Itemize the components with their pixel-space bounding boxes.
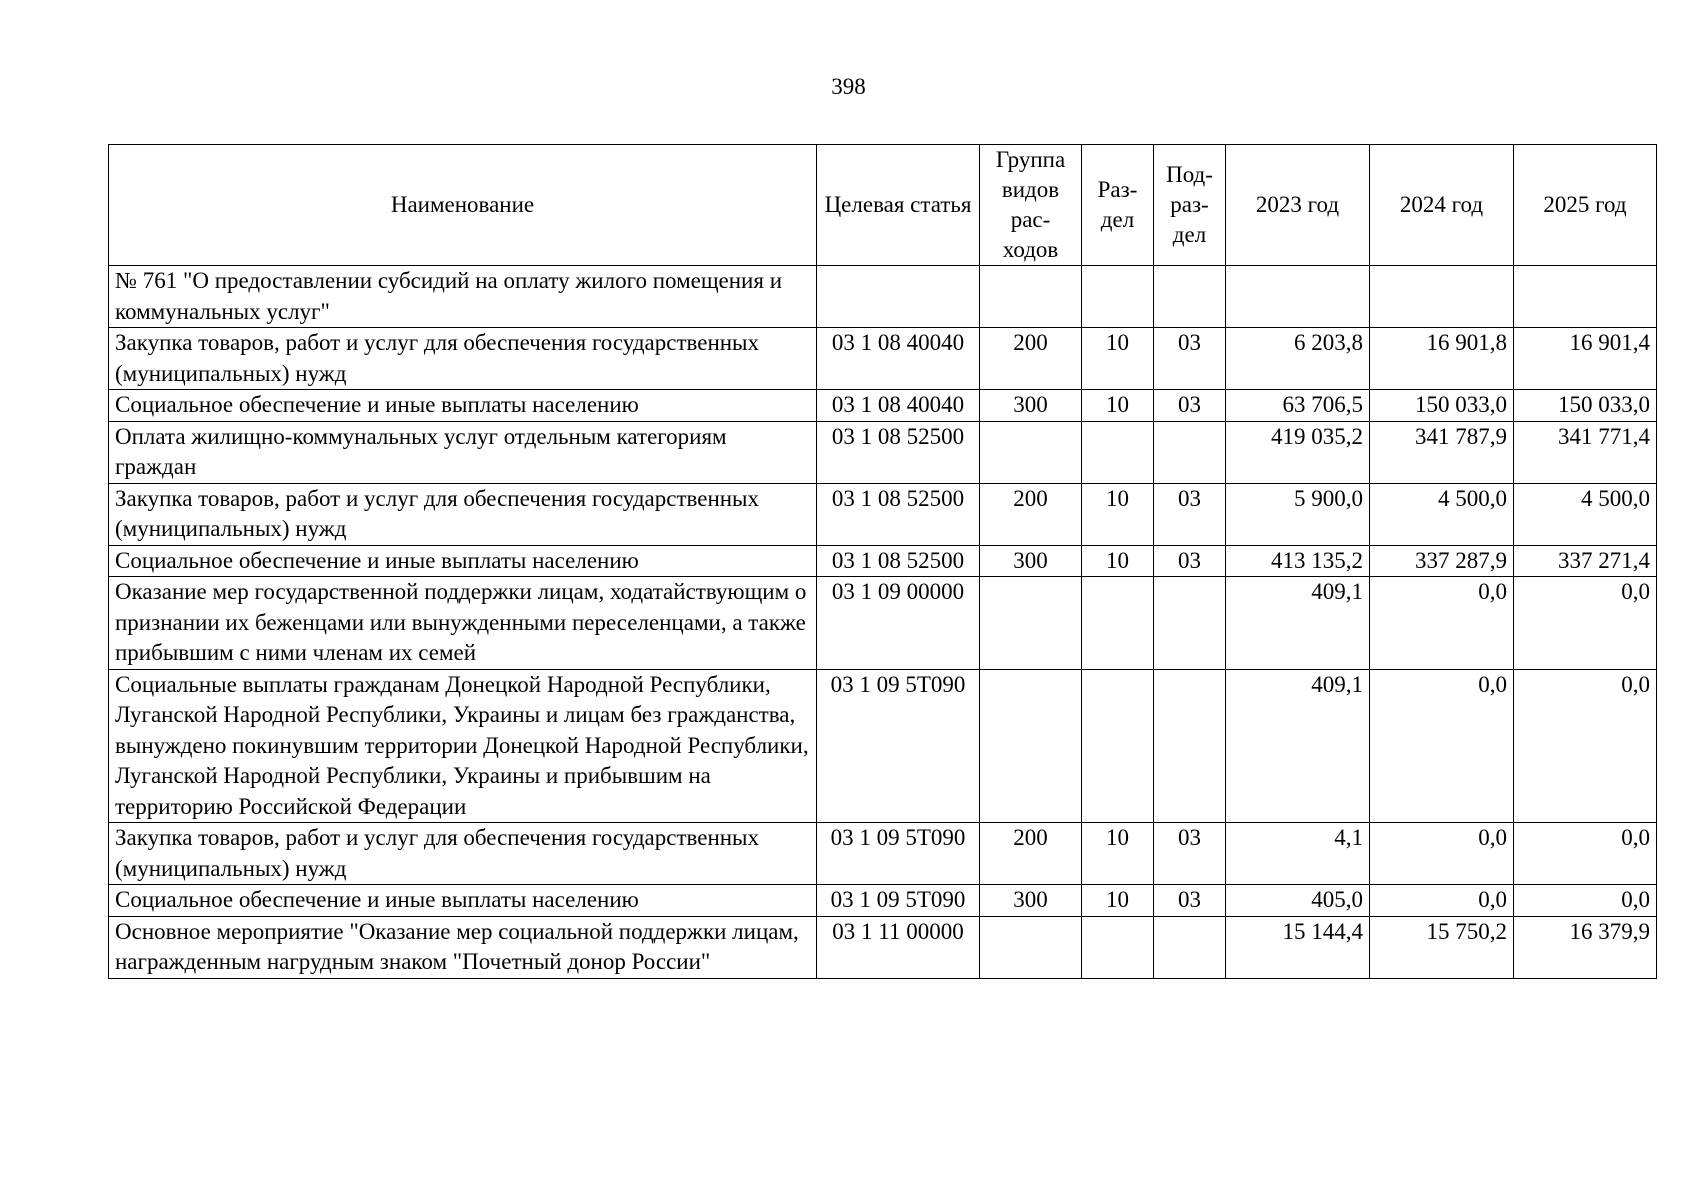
table-row <box>109 328 1657 390</box>
cell-expense-group <box>980 266 1082 328</box>
cell-target-article: 03 1 08 52500 <box>817 545 980 577</box>
cell-name: Основное мероприятие "Оказание мер социальной поддержки лицам, награжденным нагрудным знаком "Почетный донор России" <box>109 916 817 978</box>
cell-amount-2025: 0,0 <box>1514 885 1657 917</box>
cell-expense-group <box>980 421 1082 483</box>
cell-amount-2023: 63 706,5 <box>1226 390 1370 422</box>
cell-section: 10 <box>1082 823 1154 885</box>
cell-amount-2025: 0,0 <box>1514 577 1657 670</box>
cell-amount-2025: 337 271,4 <box>1514 545 1657 577</box>
cell-section: 10 <box>1082 483 1154 545</box>
cell-subsection <box>1154 916 1226 978</box>
header-expense-group: Группа видов рас-ходов <box>980 145 1082 266</box>
cell-amount-2024: 4 500,0 <box>1370 483 1514 545</box>
cell-amount-2023: 15 144,4 <box>1226 916 1370 978</box>
cell-amount-2024: 0,0 <box>1370 669 1514 823</box>
budget-table <box>108 144 1657 979</box>
cell-subsection <box>1154 266 1226 328</box>
cell-amount-2024: 0,0 <box>1370 577 1514 670</box>
cell-target-article: 03 1 11 00000 <box>817 916 980 978</box>
cell-section <box>1082 421 1154 483</box>
cell-section: 10 <box>1082 390 1154 422</box>
cell-amount-2023: 409,1 <box>1226 577 1370 670</box>
cell-amount-2023: 413 135,2 <box>1226 545 1370 577</box>
cell-section: 10 <box>1082 328 1154 390</box>
cell-target-article: 03 1 09 5Т090 <box>817 823 980 885</box>
cell-target-article: 03 1 08 40040 <box>817 328 980 390</box>
cell-subsection <box>1154 669 1226 823</box>
table-row <box>109 916 1657 978</box>
page-number: 398 <box>831 74 866 99</box>
header-year-2023: 2023 год <box>1226 145 1370 266</box>
cell-name: Социальное обеспечение и иные выплаты населению <box>109 545 817 577</box>
table-row <box>109 885 1657 917</box>
cell-amount-2025: 4 500,0 <box>1514 483 1657 545</box>
cell-amount-2024: 0,0 <box>1370 823 1514 885</box>
cell-subsection: 03 <box>1154 823 1226 885</box>
cell-subsection: 03 <box>1154 328 1226 390</box>
cell-amount-2025: 341 771,4 <box>1514 421 1657 483</box>
cell-expense-group: 200 <box>980 328 1082 390</box>
cell-subsection: 03 <box>1154 390 1226 422</box>
cell-amount-2024 <box>1370 266 1514 328</box>
header-target-article: Целевая статья <box>817 145 980 266</box>
cell-section: 10 <box>1082 885 1154 917</box>
cell-amount-2024: 341 787,9 <box>1370 421 1514 483</box>
cell-section <box>1082 266 1154 328</box>
cell-expense-group: 300 <box>980 390 1082 422</box>
cell-expense-group: 200 <box>980 823 1082 885</box>
cell-expense-group <box>980 577 1082 670</box>
cell-section <box>1082 916 1154 978</box>
cell-name: Социальные выплаты гражданам Донецкой Народной Республики, Луганской Народной Республики, Украины и лицам без гражданства, вынуждено покинувшим территории Донецкой Народной Республики, Луганской Народной Республики, Украины и прибывшим на территорию Российской Федерации <box>109 669 817 823</box>
table-row <box>109 390 1657 422</box>
cell-name: Оплата жилищно-коммунальных услуг отдельным категориям граждан <box>109 421 817 483</box>
cell-target-article: 03 1 08 40040 <box>817 390 980 422</box>
table-row <box>109 545 1657 577</box>
cell-amount-2024: 150 033,0 <box>1370 390 1514 422</box>
table-header-row <box>109 145 1657 266</box>
cell-name: Социальное обеспечение и иные выплаты населению <box>109 885 817 917</box>
cell-amount-2023: 6 203,8 <box>1226 328 1370 390</box>
cell-target-article <box>817 266 980 328</box>
cell-amount-2025: 150 033,0 <box>1514 390 1657 422</box>
cell-expense-group: 300 <box>980 885 1082 917</box>
cell-amount-2024: 16 901,8 <box>1370 328 1514 390</box>
cell-name: Закупка товаров, работ и услуг для обеспечения государственных (муниципальных) нужд <box>109 483 817 545</box>
cell-amount-2025 <box>1514 266 1657 328</box>
cell-expense-group: 300 <box>980 545 1082 577</box>
header-section: Раз-дел <box>1082 145 1154 266</box>
cell-subsection <box>1154 577 1226 670</box>
cell-subsection <box>1154 421 1226 483</box>
cell-target-article: 03 1 09 5Т090 <box>817 669 980 823</box>
cell-subsection: 03 <box>1154 545 1226 577</box>
cell-subsection: 03 <box>1154 885 1226 917</box>
header-name: Наименование <box>109 145 817 266</box>
cell-expense-group <box>980 669 1082 823</box>
cell-amount-2025: 0,0 <box>1514 823 1657 885</box>
table-row <box>109 483 1657 545</box>
cell-target-article: 03 1 09 5Т090 <box>817 885 980 917</box>
cell-amount-2024: 0,0 <box>1370 885 1514 917</box>
cell-expense-group: 200 <box>980 483 1082 545</box>
cell-name: Закупка товаров, работ и услуг для обеспечения государственных (муниципальных) нужд <box>109 823 817 885</box>
cell-amount-2023: 419 035,2 <box>1226 421 1370 483</box>
cell-name: Закупка товаров, работ и услуг для обеспечения государственных (муниципальных) нужд <box>109 328 817 390</box>
table-row <box>109 823 1657 885</box>
header-year-2025: 2025 год <box>1514 145 1657 266</box>
table-row <box>109 421 1657 483</box>
cell-section <box>1082 577 1154 670</box>
cell-amount-2025: 0,0 <box>1514 669 1657 823</box>
cell-amount-2024: 15 750,2 <box>1370 916 1514 978</box>
table-row <box>109 266 1657 328</box>
cell-subsection: 03 <box>1154 483 1226 545</box>
cell-target-article: 03 1 08 52500 <box>817 421 980 483</box>
cell-amount-2023: 409,1 <box>1226 669 1370 823</box>
cell-expense-group <box>980 916 1082 978</box>
header-year-2024: 2024 год <box>1370 145 1514 266</box>
cell-amount-2023: 4,1 <box>1226 823 1370 885</box>
cell-amount-2023 <box>1226 266 1370 328</box>
cell-target-article: 03 1 09 00000 <box>817 577 980 670</box>
table-body <box>109 266 1657 979</box>
cell-section: 10 <box>1082 545 1154 577</box>
cell-amount-2025: 16 901,4 <box>1514 328 1657 390</box>
cell-name: Социальное обеспечение и иные выплаты населению <box>109 390 817 422</box>
table-row <box>109 669 1657 823</box>
cell-amount-2024: 337 287,9 <box>1370 545 1514 577</box>
cell-target-article: 03 1 08 52500 <box>817 483 980 545</box>
cell-section <box>1082 669 1154 823</box>
cell-amount-2025: 16 379,9 <box>1514 916 1657 978</box>
cell-name: № 761 "О предоставлении субсидий на оплату жилого помещения и коммунальных услуг" <box>109 266 817 328</box>
header-subsection: Под-раз-дел <box>1154 145 1226 266</box>
cell-amount-2023: 5 900,0 <box>1226 483 1370 545</box>
cell-name: Оказание мер государственной поддержки лицам, ходатайствующим о признании их беженцами или вынужденными переселенцами, а также прибывшим с ними членам их семей <box>109 577 817 670</box>
cell-amount-2023: 405,0 <box>1226 885 1370 917</box>
table-row <box>109 577 1657 670</box>
